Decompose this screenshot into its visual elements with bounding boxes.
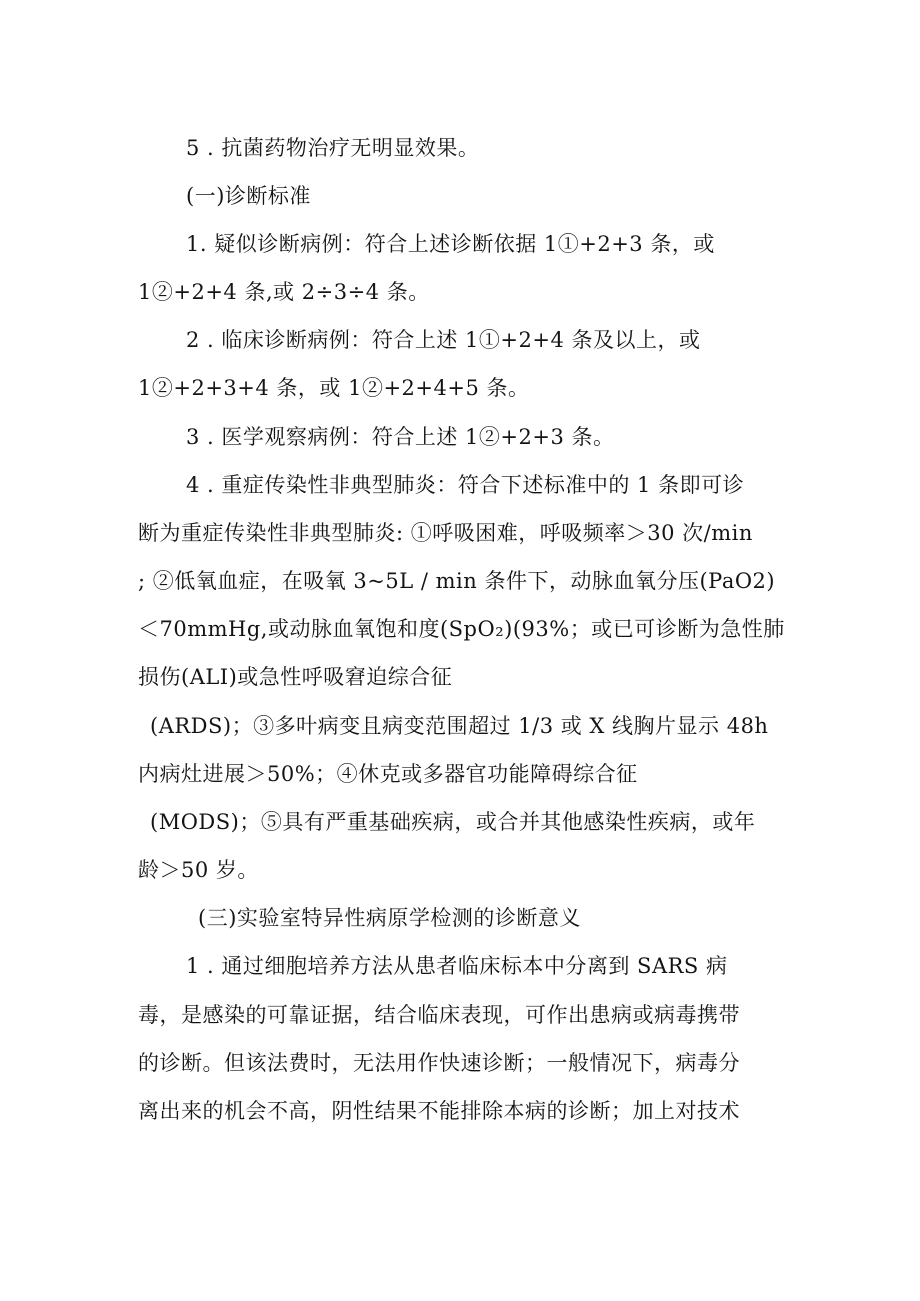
text-line-cell-culture-3: 的诊断。但该法费时，无法用作快速诊断；一般情况下，病毒分 — [138, 1051, 740, 1075]
text-line-severe-case-4: ＜70mmHg,或动脉血氧饱和度(SpO₂)(93%；或已可诊断为急性肺 — [138, 617, 785, 641]
section-heading-lab-testing: (三)实验室特异性病原学检测的诊断意义 — [198, 906, 581, 930]
text-line-severe-case-8: (MODS)；⑤具有严重基础疾病，或合并其他感染性疾病，或年 — [150, 810, 756, 834]
text-line-item5: 5 . 抗菌药物治疗无明显效果。 — [186, 136, 480, 160]
text-line-severe-case-5: 损伤(ALI)或急性呼吸窘迫综合征 — [138, 665, 453, 689]
text-line-suspected-case: 1. 疑似诊断病例：符合上述诊断依据 1①+2+3 条，或 — [186, 232, 715, 256]
text-line-severe-case-3: ; ②低氧血症，在吸氧 3~5L / min 条件下，动脉血氧分压(PaO2) — [138, 569, 776, 593]
text-line-cell-culture: 1 . 通过细胞培养方法从患者临床标本中分离到 SARS 病 — [186, 954, 728, 978]
text-line-severe-case: 4 . 重症传染性非典型肺炎：符合下述标准中的 1 条即可诊 — [186, 473, 745, 497]
text-line-severe-case-9: 龄＞50 岁。 — [138, 858, 259, 882]
text-line-clinical-case: 2 . 临床诊断病例：符合上述 1①+2+4 条及以上，或 — [186, 328, 701, 352]
text-line-suspected-case-cont: 1②+2+4 条,或 2÷3÷4 条。 — [138, 280, 430, 304]
text-line-severe-case-7: 内病灶进展＞50%；④休克或多器官功能障碍综合征 — [138, 762, 638, 786]
text-line-cell-culture-4: 离出来的机会不高，阴性结果不能排除本病的诊断；加上对技术 — [138, 1099, 740, 1123]
text-line-severe-case-2: 断为重症传染性非典型肺炎: ①呼吸困难，呼吸频率＞30 次/min — [138, 521, 753, 545]
text-line-cell-culture-2: 毒，是感染的可靠证据，结合临床表现，可作出患病或病毒携带 — [138, 1003, 740, 1027]
text-line-clinical-case-cont: 1②+2+3+4 条，或 1②+2+4+5 条。 — [138, 376, 530, 400]
section-heading-diagnostic-criteria: (一)诊断标准 — [186, 184, 311, 208]
text-line-observation-case: 3 . 医学观察病例：符合上述 1②+2+3 条。 — [186, 425, 615, 449]
text-line-severe-case-6: (ARDS)；③多叶病变且病变范围超过 1/3 或 X 线胸片显示 48h — [150, 714, 769, 738]
